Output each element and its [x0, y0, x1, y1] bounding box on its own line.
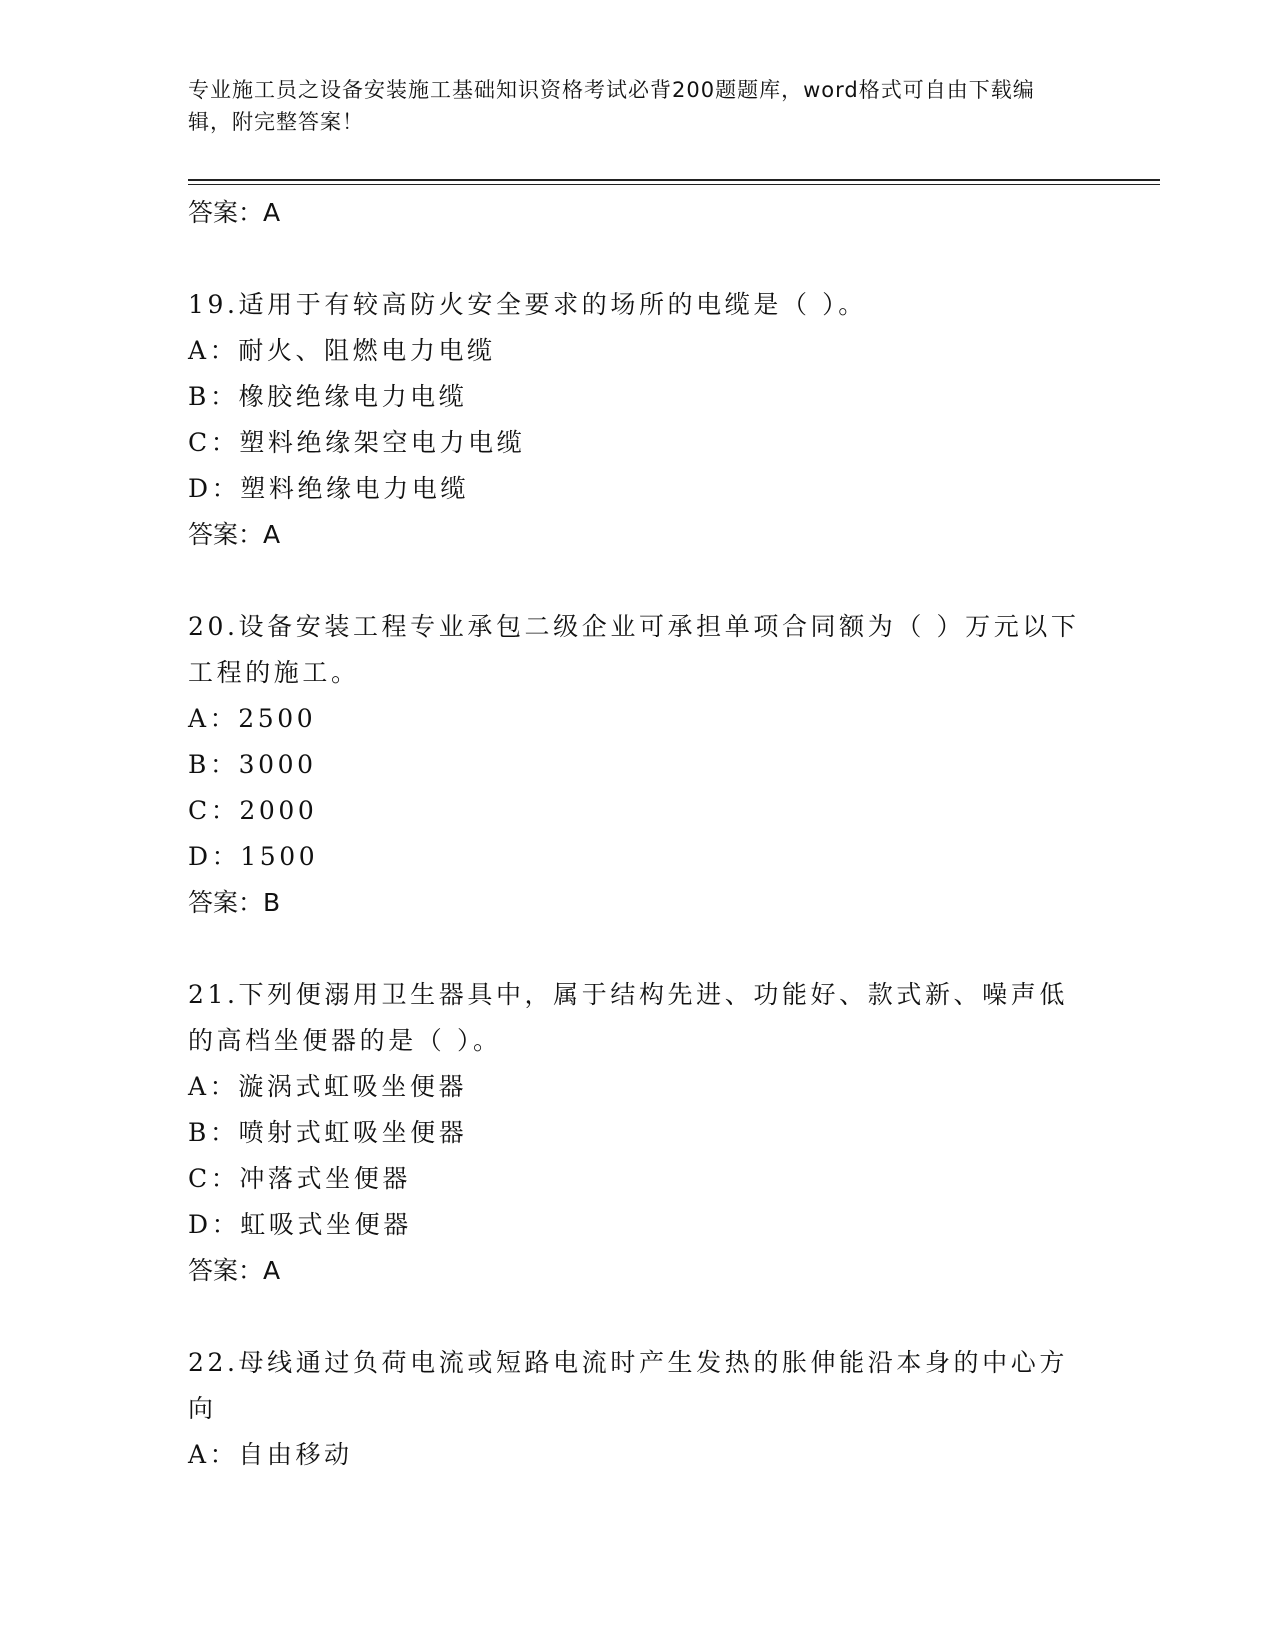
option-b: B：3000: [188, 750, 317, 779]
option-a: A：漩涡式虹吸坐便器: [188, 1072, 468, 1101]
option-a: A：自由移动: [188, 1440, 353, 1469]
question-block: [188, 972, 1088, 1294]
answer-line: 答案：A: [188, 198, 281, 227]
option-a: A：2500: [188, 704, 317, 733]
spacer: [188, 1294, 1088, 1340]
option-b: B：喷射式虹吸坐便器: [188, 1118, 468, 1147]
spacer: [188, 926, 1088, 972]
answer-line: 答案：A: [188, 520, 281, 549]
spacer: [188, 558, 1088, 604]
header-divider-thin: [188, 184, 1160, 185]
answer-line: 答案：A: [188, 1256, 281, 1285]
question-list: [188, 190, 1088, 1478]
question-stem: 21.下列便溺用卫生器具中，属于结构先进、功能好、款式新、噪声低的高档坐便器的是（ ）。: [188, 980, 1068, 1055]
option-d: D：虹吸式坐便器: [188, 1210, 412, 1239]
question-stem: 20.设备安装工程专业承包二级企业可承担单项合同额为（ ）万元以下工程的施工。: [188, 612, 1080, 687]
question-stem: 22.母线通过负荷电流或短路电流时产生发热的胀伸能沿本身的中心方向: [188, 1348, 1068, 1423]
option-a: A：耐火、阻燃电力电缆: [188, 336, 496, 365]
option-c: C：2000: [188, 796, 318, 825]
header-divider-thick: [188, 179, 1160, 181]
option-d: D：塑料绝缘电力电缆: [188, 474, 470, 503]
option-c: C：冲落式坐便器: [188, 1164, 411, 1193]
spacer: [188, 236, 1088, 282]
question-block: [188, 282, 1088, 558]
option-c: C：塑料绝缘架空电力电缆: [188, 428, 526, 457]
answer-line: 答案：B: [188, 888, 281, 917]
option-b: B：橡胶绝缘电力电缆: [188, 382, 468, 411]
question-stem: 19.适用于有较高防火安全要求的场所的电缆是（ ）。: [188, 290, 867, 319]
option-d: D：1500: [188, 842, 319, 871]
question-block: [188, 604, 1088, 926]
question-block: [188, 1340, 1088, 1478]
page-header: 专业施工员之设备安装施工基础知识资格考试必背200题题库，word格式可自由下载编辑，附完整答案！: [188, 78, 1035, 134]
